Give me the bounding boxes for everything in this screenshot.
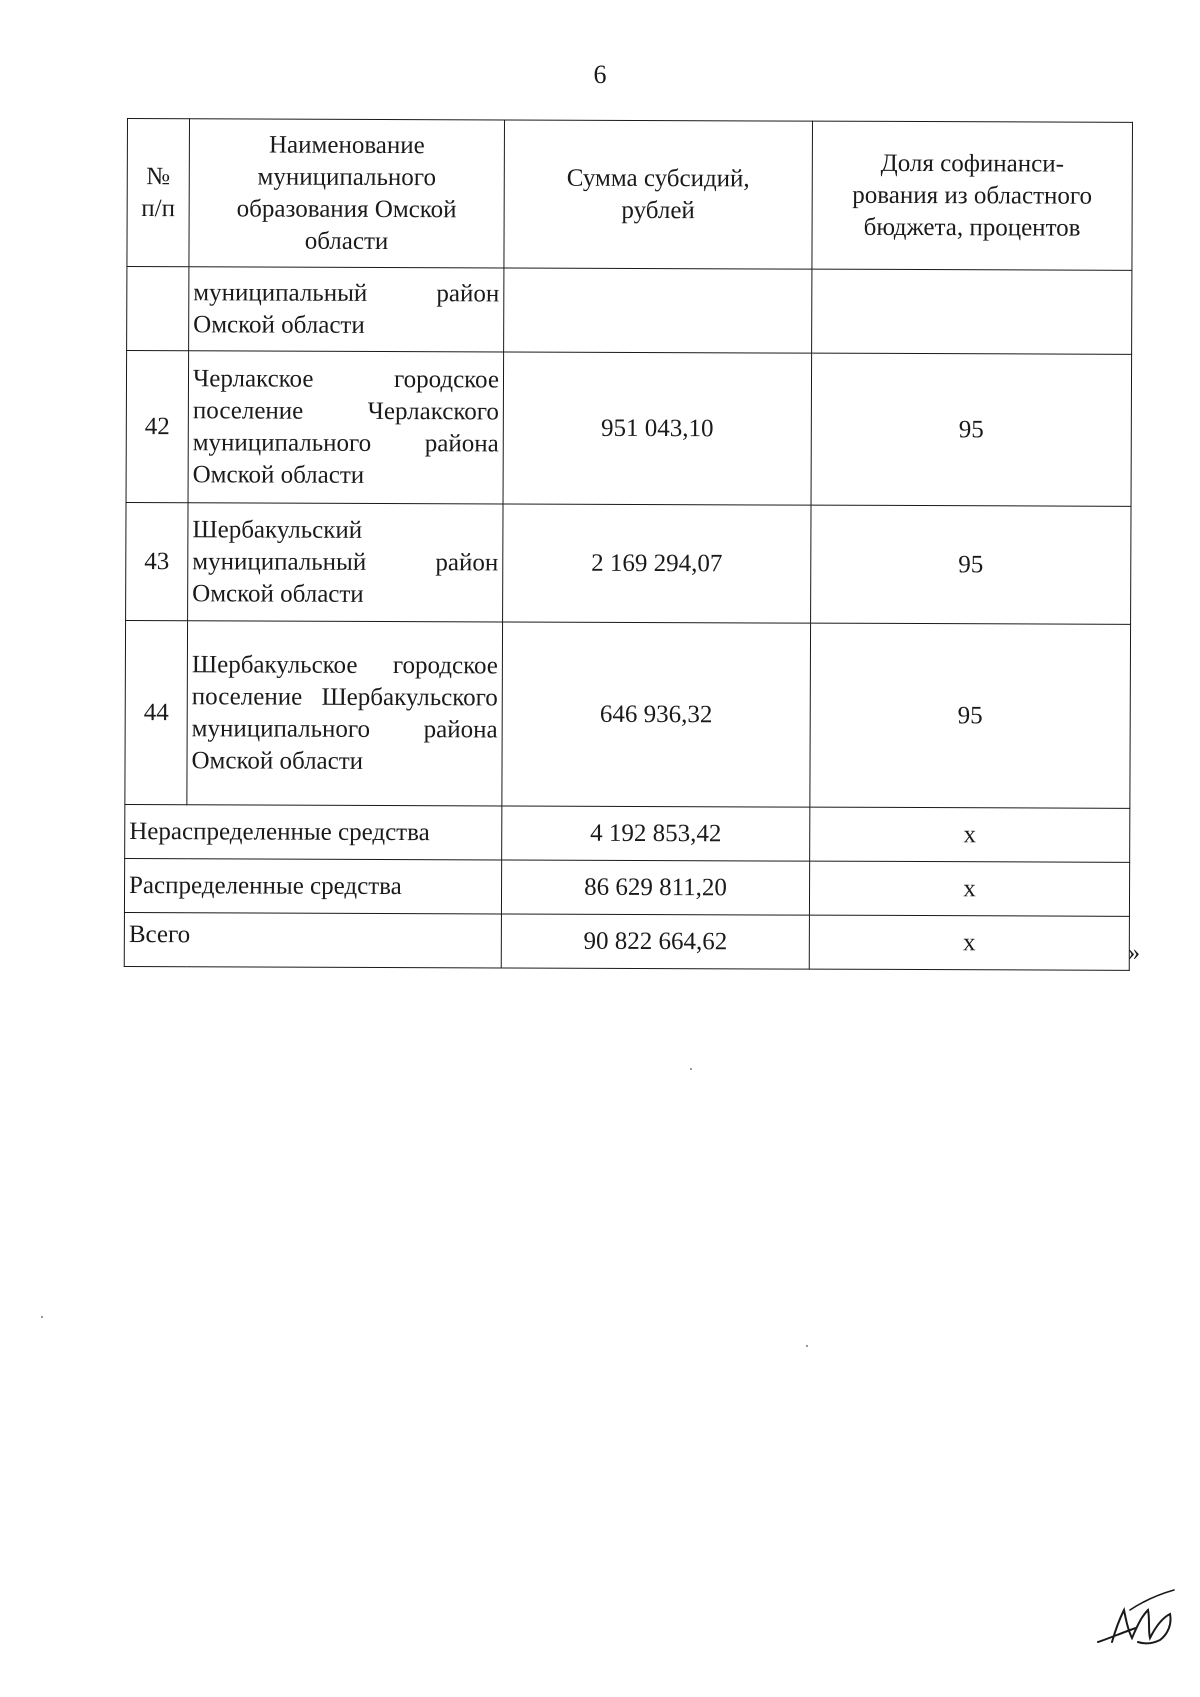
scan-speck xyxy=(41,1316,43,1318)
summary-label: Распределенные средства xyxy=(124,858,501,913)
row-number xyxy=(127,267,189,351)
signature-mark xyxy=(1090,1580,1180,1650)
scan-speck xyxy=(690,1068,692,1070)
row-municipality-name: муниципальный район Омской области xyxy=(189,267,504,352)
row-cofinancing-share: 95 xyxy=(810,623,1131,808)
summary-share: х xyxy=(810,807,1130,862)
closing-quote: » xyxy=(1128,940,1140,966)
row-municipality-name: Шербакульский муниципальный район Омской области xyxy=(188,503,503,622)
summary-amount: 86 629 811,20 xyxy=(501,860,809,915)
summary-label: Всего xyxy=(124,912,501,967)
table-row xyxy=(126,502,1131,624)
subsidy-table xyxy=(124,118,1133,971)
table-row xyxy=(126,351,1132,507)
header-municipality-name: Наименование муниципального образования Омской области xyxy=(189,119,505,268)
row-subsidy-amount xyxy=(504,268,812,353)
table-header-row xyxy=(127,119,1133,271)
header-subsidy-amount: Сумма субсидий, рублей xyxy=(504,120,813,269)
table-row xyxy=(125,620,1131,808)
summary-row xyxy=(124,912,1129,970)
summary-share: х xyxy=(809,861,1129,916)
table-row xyxy=(127,267,1132,355)
scan-speck xyxy=(806,1345,808,1347)
row-cofinancing-share: 95 xyxy=(811,353,1132,506)
row-number: 44 xyxy=(125,620,188,804)
summary-row xyxy=(124,858,1129,916)
row-cofinancing-share xyxy=(812,269,1132,354)
summary-label: Нераспределенные средства xyxy=(125,804,502,859)
summary-share: х xyxy=(809,915,1129,970)
row-subsidy-amount: 646 936,32 xyxy=(502,622,811,807)
row-number: 42 xyxy=(126,351,189,503)
row-municipality-name: Шербакульское городское поселение Шербакульского муниципального района Омской области xyxy=(187,621,503,806)
page-number: 6 xyxy=(593,60,607,89)
summary-amount: 4 192 853,42 xyxy=(502,806,810,861)
row-number: 43 xyxy=(126,502,188,620)
summary-row xyxy=(125,804,1130,862)
header-number: № п/п xyxy=(127,119,190,267)
row-cofinancing-share: 95 xyxy=(811,505,1131,624)
row-municipality-name: Черлакское городское поселение Черлакского муниципального района Омской области xyxy=(188,351,504,504)
summary-amount: 90 822 664,62 xyxy=(501,914,809,969)
row-subsidy-amount: 2 169 294,07 xyxy=(503,504,811,623)
header-cofinancing-share: Доля софинанси- рования из областного бюджета, процентов xyxy=(812,121,1133,270)
row-subsidy-amount: 951 043,10 xyxy=(503,352,812,505)
